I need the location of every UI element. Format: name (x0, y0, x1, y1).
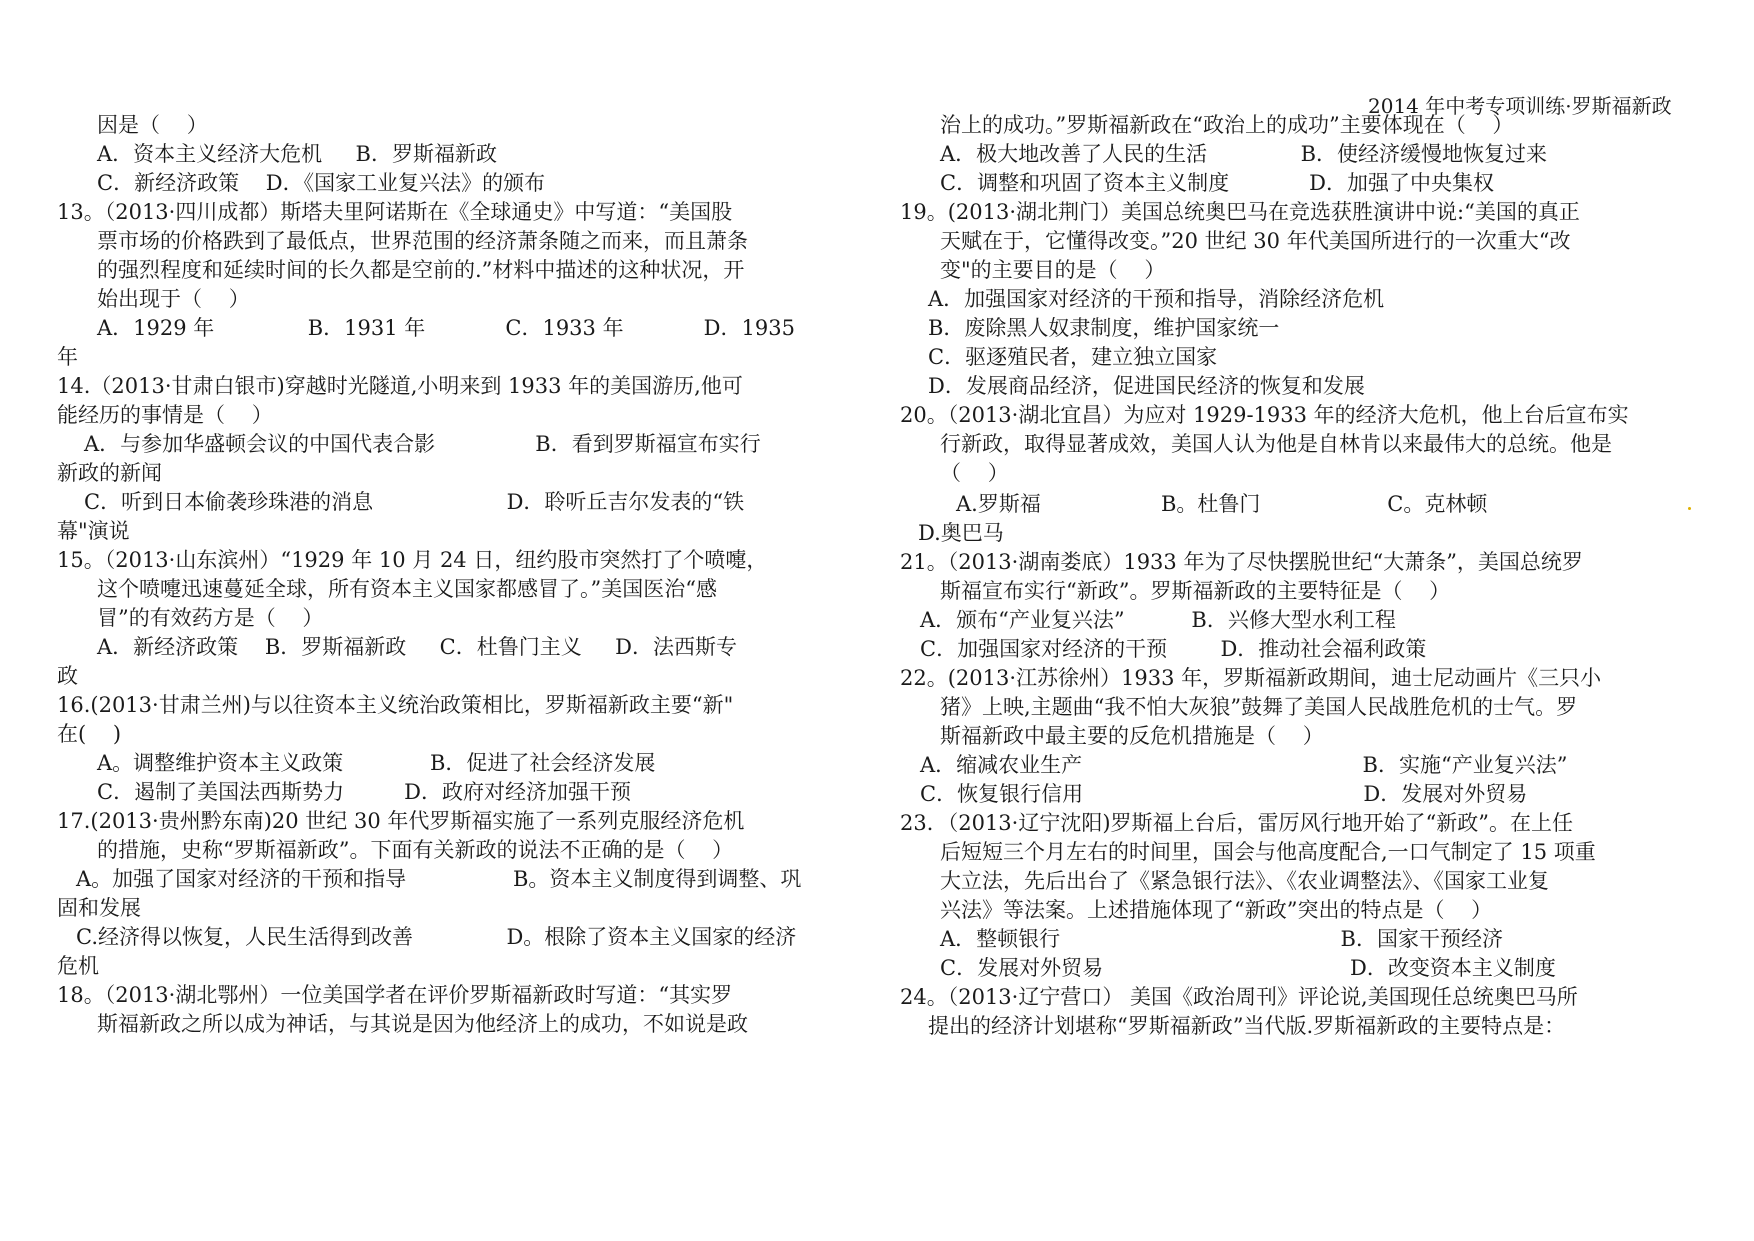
text-line: 变"的主要目的是（ ） (940, 258, 1166, 282)
text-line: 斯福宣布实行“新政”。罗斯福新政的主要特征是（ ） (940, 579, 1451, 603)
option-line: A．资本主义经济大危机 B．罗斯福新政 (97, 142, 497, 166)
text-line: 幕"演说 (57, 519, 130, 543)
option-line: C．调整和巩固了资本主义制度 D．加强了中央集权 (940, 171, 1495, 195)
text-line: 这个喷嚏迅速蔓延全球，所有资本主义国家都感冒了。”美国医治“感 (97, 577, 717, 601)
question-22: 22。(2013·江苏徐州）1933 年，罗斯福新政期间，迪士尼动画片《三只小 (900, 666, 1602, 690)
option-line: C．听到日本偷袭珍珠港的消息 D．聆听丘吉尔发表的“铁 (84, 490, 745, 514)
text-line: 能经历的事情是（ ） (57, 403, 273, 427)
text-line: 年 (57, 345, 78, 369)
text-line: 政 (57, 664, 78, 688)
question-19: 19。(2013·湖北荆门）美国总统奥巴马在竞选获胜演讲中说:“美国的真正 (900, 200, 1580, 224)
text-line: 危机 (57, 954, 99, 978)
option-line: A．整顿银行 B．国家干预经济 (940, 927, 1503, 951)
text-line: 的强烈程度和延续时间的长久都是空前的.”材料中描述的这种状况，开 (97, 258, 745, 282)
text-line: 因是（ ） (97, 113, 208, 137)
question-23: 23．（2013·辽宁沈阳)罗斯福上台后，雷厉风行地开始了“新政”。在上任 (900, 811, 1574, 835)
option-line: A．与参加华盛顿会议的中国代表合影 B．看到罗斯福宣布实行 (84, 432, 761, 456)
text-line: 在( ) (57, 722, 122, 746)
text-line: 大立法，先后出台了《紧急银行法》、《农业调整法》、《国家工业复 (940, 869, 1549, 893)
question-18: 18。（2013·湖北鄂州）一位美国学者在评价罗斯福新政时写道：“其实罗 (57, 983, 733, 1007)
question-20: 20。（2013·湖北宜昌）为应对 1929-1933 年的经济大危机，他上台后宣布实 (900, 403, 1629, 427)
text-line: 始出现于（ ） (97, 287, 250, 311)
text-line: 天赋在于，它懂得改变。”20 世纪 30 年代美国所进行的一次重大“改 (940, 229, 1571, 253)
option-line: A．缩减农业生产 B．实施“产业复兴法” (920, 753, 1568, 777)
text-line: 斯福新政之所以成为神话，与其说是因为他经济上的成功，不如说是政 (97, 1012, 748, 1036)
question-24: 24。（2013·辽宁营口） 美国《政治周刊》评论说,美国现任总统奥巴马所 (900, 985, 1578, 1009)
option-line: A．颁布“产业复兴法” B．兴修大型水利工程 (920, 608, 1396, 632)
text-line: 票市场的价格跌到了最低点，世界范围的经济萧条随之而来，而且萧条 (97, 229, 748, 253)
text-line: 兴法》等法案。上述措施体现了“新政”突出的特点是（ ） (940, 898, 1493, 922)
question-16: 16.(2013·甘肃兰州)与以往资本主义统治政策相比，罗斯福新政主要“新" (57, 693, 734, 717)
option-line: C．遏制了美国法西斯势力 D．政府对经济加强干预 (97, 780, 631, 804)
stray-mark (1688, 507, 1691, 510)
option-line: A。加强了国家对经济的干预和指导 B。资本主义制度得到调整、巩 (76, 867, 802, 891)
text-line: 斯福新政中最主要的反危机措施是（ ） (940, 724, 1324, 748)
text-line: 治上的成功。”罗斯福新政在“政治上的成功”主要体现在（ ） (940, 113, 1514, 137)
text-line: 新政的新闻 (57, 461, 162, 485)
option-line: A．1929 年 B．1931 年 C．1933 年 D．1935 (97, 316, 795, 340)
option-line: B．废除黑人奴隶制度，维护国家统一 (928, 316, 1280, 340)
option-line: C．加强国家对经济的干预 D．推动社会福利政策 (920, 637, 1427, 661)
option-line: A．加强国家对经济的干预和指导，消除经济危机 (928, 287, 1385, 311)
question-14: 14.（2013·甘肃白银市)穿越时光隧道,小明来到 1933 年的美国游历,他可 (57, 374, 743, 398)
option-line: A．新经济政策 B．罗斯福新政 C．杜鲁门主义 D．法西斯专 (97, 635, 737, 659)
question-17: 17.(2013·贵州黔东南)20 世纪 30 年代罗斯福实施了一系列克服经济危机 (57, 809, 745, 833)
option-line: C.经济得以恢复，人民生活得到改善 D。根除了资本主义国家的经济 (76, 925, 797, 949)
option-line: C．驱逐殖民者，建立独立国家 (928, 345, 1218, 369)
option-line: C．发展对外贸易 D．改变资本主义制度 (940, 956, 1556, 980)
text-line: 后短短三个月左右的时间里，国会与他高度配合,一口气制定了 15 项重 (940, 840, 1596, 864)
text-line: 的措施，史称“罗斯福新政”。下面有关新政的说法不正确的是（ ） (97, 838, 734, 862)
text-line: 行新政，取得显著成效，美国人认为他是自林肯以来最伟大的总统。他是 (940, 432, 1612, 456)
text-line: 提出的经济计划堪称“罗斯福新政”当代版.罗斯福新政的主要特点是： (928, 1014, 1566, 1038)
text-line: 固和发展 (57, 896, 141, 920)
option-line: D.奥巴马 (918, 521, 1004, 545)
option-line: C．新经济政策 D．《国家工业复兴法》的颁布 (97, 171, 546, 195)
page-header: 2014 年中考专项训练·罗斯福新政 (1368, 94, 1672, 118)
text-line: 冒”的有效药方是（ ） (97, 606, 324, 630)
option-line: A。调整维护资本主义政策 B．促进了社会经济发展 (97, 751, 656, 775)
question-21: 21。（2013·湖南娄底）1933 年为了尽快摆脱世纪“大萧条”，美国总统罗 (900, 550, 1583, 574)
question-13: 13。（2013·四川成都）斯塔夫里阿诺斯在《全球通史》中写道：“美国股 (57, 200, 733, 224)
option-line: A．极大地改善了人民的生活 B．使经济缓慢地恢复过来 (940, 142, 1548, 166)
text-line: （ ） (940, 461, 1009, 485)
question-15: 15。（2013·山东滨州）“1929 年 10 月 24 日，纽约股市突然打了个喷嚏， (57, 548, 768, 572)
option-line: D．发展商品经济，促进国民经济的恢复和发展 (928, 374, 1365, 398)
option-line: A.罗斯福 B。杜鲁门 C。克林顿 (956, 492, 1488, 516)
text-line: 猪》上映,主题曲“我不怕大灰狼”鼓舞了美国人民战胜危机的士气。罗 (940, 695, 1578, 719)
option-line: C．恢复银行信用 D．发展对外贸易 (920, 782, 1528, 806)
